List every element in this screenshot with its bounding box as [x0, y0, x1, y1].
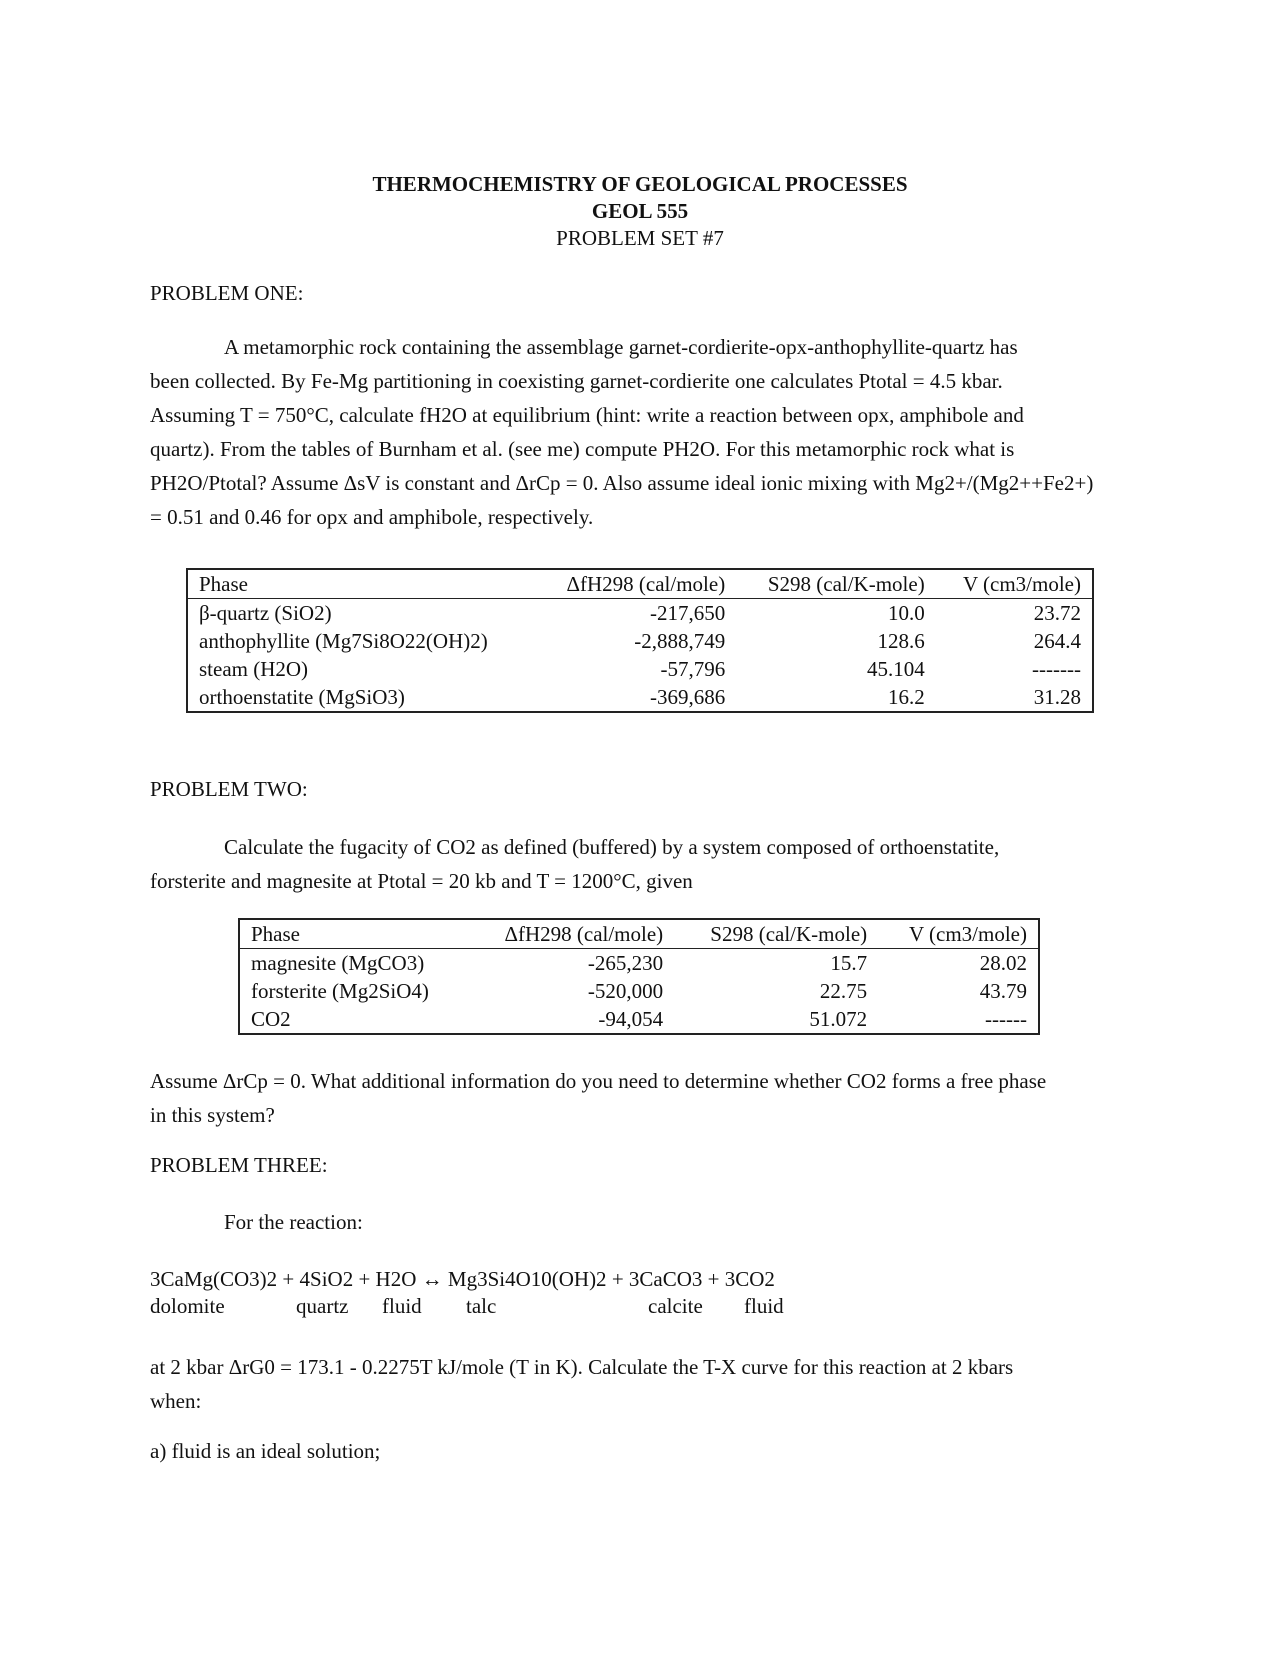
problem-two-question — [150, 1064, 1140, 1132]
table-cell: steam (H2O) — [199, 657, 309, 681]
problem-three-condition-line: when: — [150, 1389, 202, 1413]
table-cell: 16.2 — [887, 685, 925, 709]
column-header: ΔfH298 (cal/mole) — [535, 569, 737, 599]
reaction-label: talc — [466, 1294, 497, 1318]
table-cell: -265,230 — [587, 951, 664, 975]
table-cell: 10.0 — [887, 601, 925, 625]
problem-two-line: forsterite and magnesite at Ptotal = 20 kb and T = 1200°C, given — [150, 869, 693, 893]
table-cell: 15.7 — [830, 951, 868, 975]
problem-two-question-line: in this system? — [150, 1103, 275, 1127]
table-cell: CO2 — [251, 1007, 291, 1031]
table-cell: forsterite (Mg2SiO4) — [251, 979, 429, 1003]
table-cell: ------ — [985, 1007, 1027, 1031]
reaction-term: + 4SiO2 — [282, 1267, 354, 1291]
problem-three-intro: For the reaction: — [224, 1210, 363, 1234]
table-cell: -369,686 — [649, 685, 726, 709]
problem-one-line: = 0.51 and 0.46 for opx and amphibole, respectively. — [150, 505, 594, 529]
problem-one-line: quartz). From the tables of Burnham et al. (see me) compute PH2O. For this metamorphic rock what is — [150, 437, 1015, 461]
table-row — [187, 627, 1093, 655]
problem-two-question-line: Assume ΔrCp = 0. What additional information do you need to determine whether CO2 forms a free phase — [150, 1069, 1047, 1093]
reaction-term: 3CaMg(CO3)2 — [150, 1267, 278, 1291]
table-cell: anthophyllite (Mg7Si8O22(OH)2) — [199, 629, 488, 653]
table-row — [187, 683, 1093, 712]
reaction-equation — [150, 1267, 775, 1292]
table-cell: ------- — [1032, 657, 1081, 681]
reaction-term: + 3CO2 — [707, 1267, 775, 1291]
problem-three-condition-line: at 2 kbar ΔrG0 = 173.1 - 0.2275T kJ/mole (T in K). Calculate the T-X curve for this reaction at 2 kbars — [150, 1355, 1014, 1379]
reaction-label: calcite — [648, 1294, 703, 1318]
table-row — [187, 655, 1093, 683]
problem-two-text — [150, 830, 1140, 898]
column-header: Phase — [239, 919, 468, 949]
table-cell: β-quartz (SiO2) — [199, 601, 332, 625]
equilibrium-arrow-icon: ↔ — [421, 1267, 443, 1291]
table-cell: 28.02 — [979, 951, 1027, 975]
column-header: Phase — [187, 569, 535, 599]
table-cell: -57,796 — [660, 657, 726, 681]
table-cell: -2,888,749 — [634, 629, 726, 653]
column-header: S298 (cal/K-mole) — [674, 919, 878, 949]
table-cell: 31.28 — [1033, 685, 1081, 709]
table-cell: -94,054 — [598, 1007, 664, 1031]
column-header: S298 (cal/K-mole) — [736, 569, 936, 599]
problem-one-table — [186, 568, 1094, 713]
table-cell: 23.72 — [1033, 601, 1081, 625]
table-row — [187, 599, 1093, 628]
table-cell: orthoenstatite (MgSiO3) — [199, 685, 405, 709]
column-header: ΔfH298 (cal/mole) — [468, 919, 674, 949]
reaction-label: quartz — [296, 1294, 349, 1318]
problem-one-line: Assuming T = 750°C, calculate fH2O at equilibrium (hint: write a reaction between opx, amphibole and — [150, 403, 1024, 427]
table-cell: 43.79 — [979, 979, 1027, 1003]
table-row — [239, 949, 1039, 978]
reaction-label: fluid — [382, 1294, 422, 1318]
table-cell: 22.75 — [819, 979, 868, 1003]
problem-two-table — [238, 918, 1040, 1035]
problem-one-line: PH2O/Ptotal? Assume ΔsV is constant and ΔrCp = 0. Also assume ideal ionic mixing with Mg2+/(Mg2++Fe2+) — [150, 471, 1094, 495]
problem-one-line: A metamorphic rock containing the assemblage garnet-cordierite-opx-anthophyllite-quartz has — [224, 335, 1018, 359]
problem-three-conditions — [150, 1350, 1140, 1418]
column-header: V (cm3/mole) — [936, 569, 1093, 599]
problem-one-heading: PROBLEM ONE: — [150, 281, 304, 305]
reaction-label: fluid — [744, 1294, 784, 1318]
column-header: V (cm3/mole) — [878, 919, 1039, 949]
table-cell: 128.6 — [877, 629, 925, 653]
table-cell: -520,000 — [587, 979, 664, 1003]
problem-set-title: PROBLEM SET #7 — [556, 226, 724, 250]
table-cell: -217,650 — [649, 601, 726, 625]
problem-one-line: been collected. By Fe-Mg partitioning in coexisting garnet-cordierite one calculates Ptotal = 4.5 kbar. — [150, 369, 1003, 393]
table-cell: 264.4 — [1033, 629, 1081, 653]
reaction-term: + H2O — [358, 1267, 417, 1291]
table-row — [239, 1005, 1039, 1034]
table-row — [239, 977, 1039, 1005]
reaction-label: dolomite — [150, 1294, 225, 1318]
reaction-term: + 3CaCO3 — [611, 1267, 703, 1291]
problem-one-text — [150, 330, 1140, 534]
problem-two-heading: PROBLEM TWO: — [150, 777, 308, 801]
table-header-row — [239, 919, 1039, 949]
problem-two-line: Calculate the fugacity of CO2 as defined (buffered) by a system composed of orthoenstatite, — [224, 835, 1000, 859]
problem-three-heading: PROBLEM THREE: — [150, 1153, 328, 1177]
table-cell: 45.104 — [866, 657, 925, 681]
problem-three-part-a: a) fluid is an ideal solution; — [150, 1439, 381, 1463]
course-code: GEOL 555 — [591, 199, 689, 223]
reaction-term: Mg3Si4O10(OH)2 — [447, 1267, 607, 1291]
course-title: THERMOCHEMISTRY OF GEOLOGICAL PROCESSES — [372, 172, 908, 196]
table-cell: magnesite (MgCO3) — [251, 951, 425, 975]
table-header-row — [187, 569, 1093, 599]
table-cell: 51.072 — [809, 1007, 868, 1031]
